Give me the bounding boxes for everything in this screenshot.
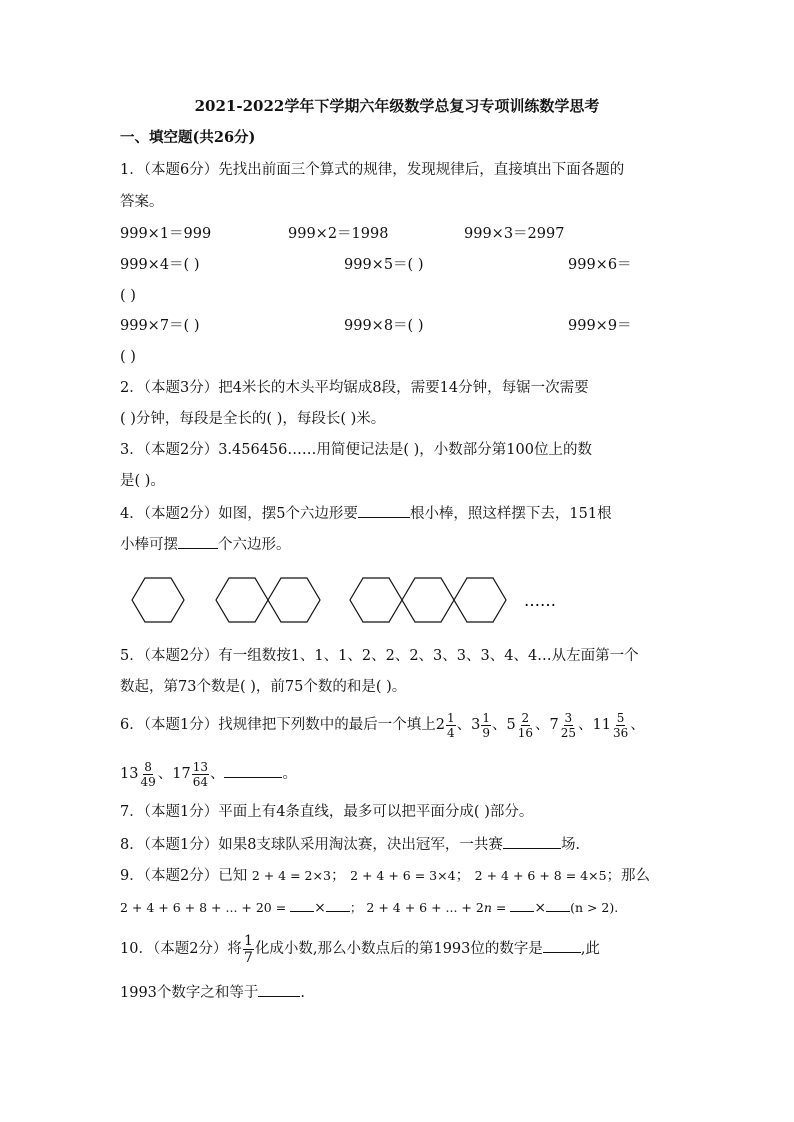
q8-text-a: 8．（本题1分）如果8支球队采用淘汰赛，决出冠军，一共赛: [120, 837, 503, 853]
q9-condition: (n > 2): [570, 900, 615, 915]
q6-prefix: 6．（本题1分）找规律把下列数中的最后一个填上: [120, 717, 436, 733]
q1-example-2: 999×2＝1998: [288, 226, 389, 242]
answer-blank[interactable]: [326, 897, 350, 912]
whole-part: 17: [172, 766, 191, 782]
separator: 、: [491, 717, 507, 733]
mixed-number: [549, 710, 578, 740]
q9-sum-2: 2 + 4 + 6 + ... + 2: [366, 900, 484, 915]
q8-text-b: 场.: [560, 837, 581, 853]
q1-problem-9-answer: ( ): [120, 349, 136, 365]
mixed-number: [120, 759, 158, 789]
whole-part: 7: [549, 717, 559, 733]
q1-problem-5: 999×5＝( ): [344, 257, 424, 273]
q4-text-a: 4．（本题2分）如图，摆5个六边形要: [120, 506, 358, 522]
fraction-part: [481, 711, 491, 740]
q10-text-b: 化成小数,那么小数点后的第1993位的数字是: [254, 941, 543, 957]
mixed-number: [506, 710, 535, 740]
q9-variable-n: n: [483, 900, 492, 915]
answer-blank[interactable]: [258, 982, 300, 997]
answer-blank[interactable]: [290, 897, 314, 912]
separator: 、: [630, 717, 645, 733]
answer-blank[interactable]: [510, 897, 534, 912]
q1-problem-7: 999×7＝( ): [120, 318, 200, 334]
fraction-part: [446, 711, 456, 740]
fraction-part: [517, 711, 534, 740]
numerator: 1: [482, 710, 490, 725]
q1-problem-9: 999×9＝: [568, 318, 632, 334]
whole-part: 11: [592, 717, 611, 733]
q9-line2: [120, 897, 618, 918]
numerator: 8: [144, 759, 152, 774]
numerator: 13: [192, 759, 208, 774]
answer-blank[interactable]: [503, 834, 561, 849]
q1-line1: 1．（本题6分）先找出前面三个算式的规律，发现规律后，直接填出下面各题的: [120, 162, 625, 178]
answer-blank[interactable]: [543, 938, 581, 953]
q1-problem-6: 999×6＝: [568, 257, 632, 273]
q1-problem-8: 999×8＝( ): [344, 318, 424, 334]
hexagon-3c: [454, 578, 506, 622]
answer-blank[interactable]: [178, 534, 218, 549]
q10-text-d: 1993个数字之和等于: [120, 985, 259, 1001]
denominator: 36: [612, 725, 629, 740]
q10-text-a: 10．（本题2分）将: [120, 941, 242, 957]
q6-sequence-continued: [120, 759, 225, 789]
denominator: 16: [517, 725, 533, 740]
q1-example-3: 999×3＝2997: [464, 226, 565, 242]
q1-example-1: 999×1＝999: [120, 226, 212, 242]
denominator: 49: [140, 774, 156, 789]
q9-line1: [120, 866, 650, 886]
q6-end: 。: [282, 766, 297, 782]
q4-line2: [120, 534, 291, 555]
q1-line2: 答案。: [120, 194, 164, 210]
fraction-part: [139, 760, 156, 789]
answer-blank[interactable]: [358, 503, 410, 518]
hexagon-3a: [350, 578, 402, 622]
q10-text-e: .: [300, 985, 306, 1001]
q6-sequence: [435, 710, 645, 740]
answer-blank[interactable]: [546, 897, 570, 912]
q3-line2: 是( )。: [120, 473, 165, 489]
q3-line1: 3．（本题2分）3.456456……用简便记法是( )，小数部分第100位上的数: [120, 442, 592, 458]
hexagon-3b: [402, 578, 454, 622]
separator: 、: [456, 717, 472, 733]
ellipsis-mark: ……: [524, 591, 556, 610]
q9-sum-1: 2 + 4 + 6 + 8 + ... + 20 =: [120, 900, 287, 915]
q9-equation-1: 2 + 4 = 2×3: [251, 868, 331, 883]
q4-text-d: 个六边形。: [218, 537, 291, 553]
q4-text-c: 小棒可摆: [120, 537, 178, 553]
whole-part: 2: [435, 717, 445, 733]
q1-problem-4: 999×4＝( ): [120, 257, 200, 273]
hexagon-2b: [268, 578, 320, 622]
q4-text-b: 根小棒，照这样摆下去，151根: [409, 506, 612, 522]
hexagon-2a: [216, 578, 268, 622]
hexagon-1: [132, 578, 184, 622]
mixed-number: [435, 710, 457, 740]
answer-blank[interactable]: [224, 763, 282, 778]
q7-line1: 7．（本题1分）平面上有4条直线，最多可以把平面分成( )部分。: [120, 804, 534, 820]
q5-line1: 5．（本题2分）有一组数按1、1、1、2、2、2、3、3、3、4、4…从左面第一个: [120, 648, 639, 664]
q2-line1: 2．（本题3分）把4米长的木头平均锯成8段，需要14分钟，每锯一次需要: [120, 380, 589, 396]
whole-part: 3: [471, 717, 481, 733]
times-sign: ×: [314, 900, 326, 916]
mixed-number: [471, 710, 492, 740]
q10-line1: [120, 930, 600, 968]
q9-equals: =: [495, 900, 507, 915]
q2-line2: ( )分钟，每段是全长的( )，每段长( )米。: [120, 411, 386, 427]
hexagon-pattern-figure: [120, 568, 580, 634]
denominator: 4: [446, 725, 455, 740]
q9-equation-2: 2 + 4 + 6 = 3×4: [350, 868, 456, 883]
numerator: 1: [446, 710, 455, 725]
mixed-number: [172, 759, 210, 789]
q10-text-c: ,此: [580, 941, 600, 957]
q6-line1: [120, 707, 645, 743]
denominator: 9: [482, 725, 490, 740]
separator: 、: [209, 766, 225, 782]
denominator: 25: [560, 725, 576, 740]
q1-problem-6-answer: ( ): [120, 288, 136, 304]
numerator: 2: [521, 710, 530, 725]
q5-line2: 数起，第73个数是( )，前75个数的和是( )。: [120, 679, 407, 695]
q9-then: ；那么: [606, 868, 651, 884]
section-heading: 一、填空题(共26分): [120, 129, 256, 146]
q6-line2: [120, 756, 297, 792]
q4-line1: [120, 503, 612, 524]
separator: 、: [157, 766, 173, 782]
numerator: 3: [564, 710, 573, 725]
q9-sep-3: ；: [349, 900, 363, 915]
q8-line1: [120, 834, 580, 855]
q9-end: .: [614, 900, 619, 915]
numerator: 5: [616, 710, 625, 725]
separator: 、: [577, 717, 593, 733]
times-sign: ×: [534, 900, 547, 916]
whole-part: 5: [506, 717, 516, 733]
q10-line2: [120, 982, 305, 1003]
whole-part: 13: [120, 766, 139, 782]
q9-text-a: 9．（本题2分）已知: [120, 868, 248, 884]
q9-sep-2: ；: [455, 868, 471, 884]
fraction-part: [560, 711, 577, 740]
denominator: 64: [192, 774, 208, 789]
fraction-one-seventh: $\frac{1}{7}$: [243, 932, 253, 966]
separator: 、: [534, 717, 550, 733]
fraction-part: [192, 760, 209, 789]
mixed-number: [592, 710, 630, 740]
page-title: 2021-2022学年下学期六年级数学总复习专项训练数学思考: [194, 97, 600, 115]
fraction-part: [612, 711, 629, 740]
q9-sep-1: ；: [330, 868, 346, 884]
q9-equation-3: 2 + 4 + 6 + 8 = 4×5: [474, 868, 607, 883]
